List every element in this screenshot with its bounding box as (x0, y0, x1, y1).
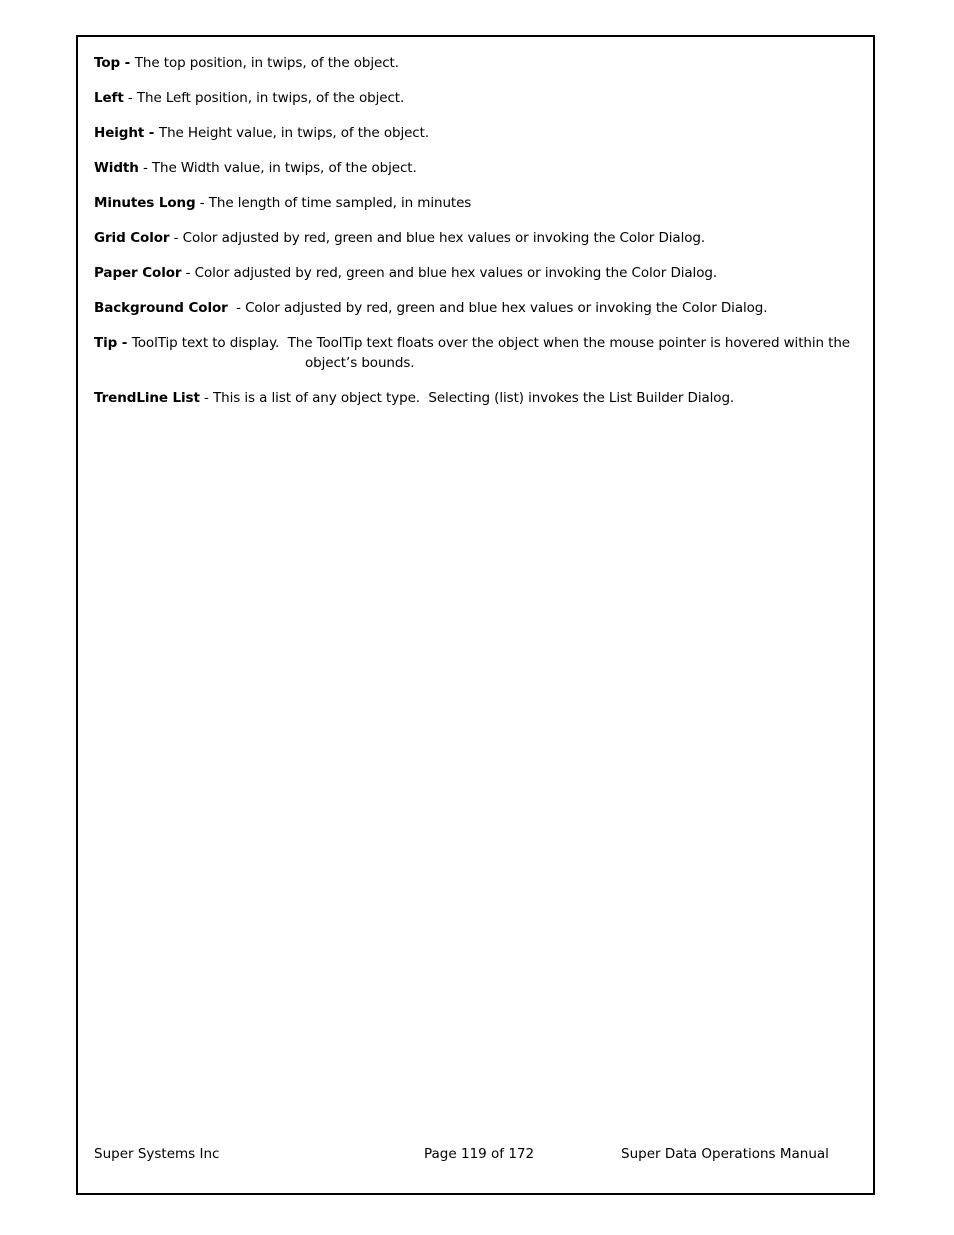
property-list (94, 53, 854, 423)
property-description: - The Left position, in twips, of the object. (123, 90, 405, 106)
property-term: TrendLine List (94, 390, 200, 406)
page-frame (76, 35, 875, 1195)
footer-company: Super Systems Inc (94, 1146, 220, 1162)
footer-page-number: Page 119 of 172 (424, 1146, 535, 1162)
property-description: - The Width value, in twips, of the object. (138, 160, 417, 176)
property-left (94, 88, 854, 108)
property-description: - Color adjusted by red, green and blue hex values or invoking the Color Dialog. (181, 265, 718, 281)
property-description: - The length of time sampled, in minutes (195, 195, 472, 211)
property-description-continued: object’s bounds. (305, 355, 415, 371)
property-description: The Height value, in twips, of the object. (158, 125, 430, 141)
property-term: Height - (94, 125, 159, 141)
property-description: - Color adjusted by red, green and blue hex values or invoking the Color Dialog. (169, 230, 706, 246)
property-background-color (94, 298, 854, 318)
footer-manual-title: Super Data Operations Manual (621, 1146, 829, 1162)
property-width (94, 158, 854, 178)
property-description: The top position, in twips, of the object. (134, 55, 399, 71)
property-paper-color (94, 263, 854, 283)
property-description: - This is a list of any object type. Selecting (list) invokes the List Builder Dialog. (199, 390, 735, 406)
property-term: Minutes Long (94, 195, 196, 211)
property-grid-color (94, 228, 854, 248)
property-height (94, 123, 854, 143)
property-term: Left (94, 90, 124, 106)
property-description: - Color adjusted by red, green and blue hex values or invoking the Color Dialog. (227, 300, 768, 316)
property-trendline-list (94, 388, 854, 408)
property-top (94, 53, 854, 73)
property-tip (94, 333, 854, 373)
property-term: Width (94, 160, 139, 176)
property-term: Top - (94, 55, 135, 71)
property-term: Grid Color (94, 230, 170, 246)
property-term: Tip - (94, 335, 132, 351)
property-minutes-long (94, 193, 854, 213)
property-description: ToolTip text to display. The ToolTip text floats over the object when the mouse pointer is hovered within the (131, 335, 850, 351)
property-term: Paper Color (94, 265, 182, 281)
property-term: Background Color (94, 300, 228, 316)
